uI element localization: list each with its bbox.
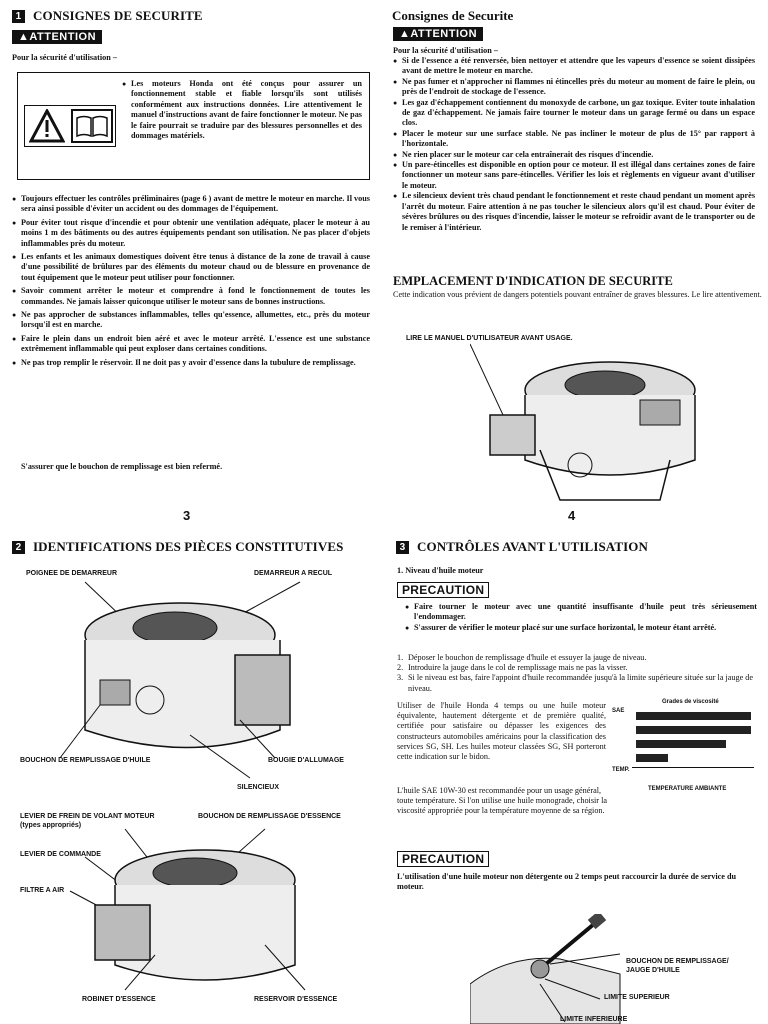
warning-box-text: ● Les moteurs Honda ont été conçus pour assurer un fonctionnement stable et fiable lorsqu'ils sont utilisés conformément aux instructions données. Lire attentivement le manuel d'instructions avant de faire fonctionner le moteur. Ne pas le faire pourrait se traduire par des blessures personnelles et des dommages matériels. (122, 79, 362, 141)
list-item: ● Ne pas fumer et n'approcher ni flammes ni étincelles près du moteur au moment de faire le plein, ou près de l'endroit de stockage de l'essence. (393, 77, 755, 98)
label-bougie: BOUGIE D'ALLUMAGE (268, 757, 344, 764)
list-item: ● Ne rien placer sur le moteur car cela entraînerait des risques d'incendie. (393, 150, 755, 160)
q2-heading: EMPLACEMENT D'INDICATION DE SECURITE (393, 274, 673, 288)
precaution-badge: PRECAUTION (397, 582, 489, 598)
engine-illustration-rear (45, 825, 345, 995)
q2-subtitle: Pour la sécurité d'utilisation – (393, 46, 498, 55)
label-bouchon-huile: BOUCHON DE REMPLISSAGE D'HUILE (20, 757, 151, 764)
chart-bar (636, 740, 726, 748)
q2-paragraph: Cette indication vous prévient de dangers potentiels pouvant entraîner de graves blessures. Le lire attentivement. (393, 290, 762, 299)
attention-badge: ▲ATTENTION (393, 27, 483, 41)
list-item: ● Savoir comment arrêter le moteur et comprendre à fond le fonctionnement de toutes les commandes. Ne jamais laisser quiconque utiliser le moteur sans de bonnes instructions. (12, 286, 370, 307)
label-bouchon-remplissage: BOUCHON DE REMPLISSAGE/ (626, 958, 729, 965)
engine-illustration-top (470, 340, 750, 510)
label-demarreur: DEMARREUR A RECUL (254, 570, 333, 577)
label-levier-commande: LEVIER DE COMMANDE (20, 851, 101, 858)
chart-bar (636, 754, 668, 762)
q2-bullet-list (393, 56, 755, 233)
warning-icon-box (24, 105, 116, 147)
label-limite-inferieure: LIMITE INFERIEURE (560, 1016, 628, 1023)
q4-steps (397, 653, 757, 694)
q4-precaution-2: L'utilisation d'une huile moteur non détergente ou 2 temps peut raccourcir la durée de service du moteur. (397, 872, 737, 892)
label-poignee: POIGNEE DE DEMARREUR (26, 570, 118, 577)
section-number: 2 (12, 541, 25, 554)
label-levier-frein: LEVIER DE FREIN DE VOLANT MOTEUR (20, 813, 155, 820)
q4-paragraph-2: L'huile SAE 10W-30 est recommandée pour un usage général, toute température. Si l'on utilise une huile monograde, choisir la viscosité appropriée pour la température moyenne de sa région. (397, 786, 607, 816)
section-title-text: CONTRÔLES AVANT L'UTILISATION (417, 539, 648, 554)
q1-last-line: S'assurer que le bouchon de remplissage est bien refermé. (21, 462, 223, 471)
label-bouchon-essence: BOUCHON DE REMPLISSAGE D'ESSENCE (198, 813, 341, 820)
list-item: 1. Déposer le bouchon de remplissage d'huile et essuyer la jauge de niveau. (397, 653, 647, 662)
label-types: (types appropriés) (20, 822, 82, 829)
list-item: ● Si de l'essence a été renversée, bien nettoyer et attendre que les vapeurs d'essence se soient dissipées avant de mettre le moteur en marche. (393, 56, 755, 77)
label-silencieux: SILENCIEUX (237, 784, 280, 791)
section-number: 1 (12, 10, 25, 23)
label-robinet: ROBINET D'ESSENCE (82, 996, 156, 1003)
section-title-controles (396, 539, 648, 555)
engine-illustration-front (40, 580, 340, 780)
section-number: 3 (396, 541, 409, 554)
dipstick-illustration (470, 914, 640, 1024)
list-item: ● Les enfants et les animaux domestiques doivent être tenus à distance de la zone de travail à cause d'une possibilité de brûlures par des éléments du moteur chaud ou de blessure en provenance de tout équipement que le moteur peut utiliser pour fonctionner. (12, 252, 370, 283)
label-reservoir: RESERVOIR D'ESSENCE (254, 996, 338, 1003)
list-item: ● Les gaz d'échappement contiennent du monoxyde de carbone, un gaz toxique. Eviter toute inhalation de gaz d'échappement. Ne jamais faire tourner le moteur dans un garage fermé ou dans un espace clos. (393, 98, 755, 129)
list-item: ● Faire le plein dans un endroit bien aéré et avec le moteur arrêté. L'essence est une substance extrêmement inflammable qui peut exploser dans certaines conditions. (12, 334, 370, 355)
section-title-text: CONSIGNES DE SECURITE (33, 8, 203, 23)
q4-precaution-list (405, 602, 757, 633)
label-limite-superieur: LIMITE SUPERIEUR (604, 994, 670, 1001)
section-title-text: IDENTIFICATIONS DES PIÈCES CONSTITUTIVES (33, 539, 344, 554)
q2-title: Consignes de Securite (392, 8, 514, 23)
list-item: ● Pour éviter tout risque d'incendie et pour obtenir une ventilation adéquate, placer le moteur à au moins 1 m des bâtiments ou des autres équipements pendant son utilisation. Ne pas placer d'objets inflammables près du moteur. (12, 218, 370, 249)
viscosity-chart (632, 708, 754, 768)
list-item: ● Ne pas trop remplir le réservoir. Il ne doit pas y avoir d'essence dans la tubulure de remplissage. (12, 358, 370, 368)
chart-temp-label: TEMP. (612, 767, 630, 773)
section-title-securite (12, 8, 203, 24)
label-jauge: JAUGE D'HUILE (626, 967, 680, 974)
list-item: ● Un pare-étincelles est disponible en option pour ce moteur. Il est illégal dans certaines zones de faire fonctionner un moteur sans pare-étincelles. Vérifier les lois et règlements en vigueur avant d'utiliser le moteur. (393, 160, 755, 191)
page-number: 4 (568, 508, 576, 523)
list-item: ● Ne pas approcher de substances inflammables, telles qu'essence, allumettes, etc., près du moteur lorsqu'il est en marche. (12, 310, 370, 331)
list-item: ● S'assurer de vérifier le moteur placé sur une surface horizontal, le moteur étant arrêté. (405, 623, 757, 633)
section-title-identifications (12, 539, 343, 555)
label-filtre: FILTRE A AIR (20, 887, 65, 894)
list-item: 3. Si le niveau est bas, faire l'appoint d'huile recommandée jusqu'à la limite supérieure située sur la jauge de niveau. (397, 673, 754, 693)
list-item: ● Placer le moteur sur une surface stable. Ne pas incliner le moteur de plus de 15° par rapport à l'horizontale. (393, 129, 755, 150)
q1-subtitle: Pour la sécurité d'utilisation – (12, 53, 117, 62)
q4-paragraph-1: Utiliser de l'huile Honda 4 temps ou une huile moteur équivalente, hautement détergente et de première qualité, certifiée pour satisfaire ou dépasser les exigences des constructeurs automobiles américains pour la classification des services SG, SH. Les huiles moteur classées SG, SH porteront cette indication sur le bidon. (397, 701, 606, 762)
warning-box (17, 72, 370, 180)
safety-label-callout: LIRE LE MANUEL D'UTILISATEUR AVANT USAGE. (406, 335, 573, 342)
q1-bullet-list (12, 194, 370, 368)
page-number: 3 (183, 508, 191, 523)
chart-sae-label: SAE (612, 708, 625, 714)
warning-triangle-icon: ▲ (18, 31, 30, 43)
chart-bar (636, 712, 751, 720)
attention-badge: ▲ATTENTION (12, 30, 102, 44)
list-item: 2. Introduire la jauge dans le col de remplissage mais ne pas la visser. (397, 663, 628, 673)
q4-subheading: 1. Niveau d'huile moteur (397, 566, 484, 575)
chart-x-label: TEMPERATURE AMBIANTE (648, 786, 727, 792)
chart-bar (636, 726, 751, 734)
list-item: ● Toujours effectuer les contrôles préliminaires (page 6 ) avant de mettre le moteur en marche. Il vous sera ainsi possible d'éviter un accident ou des dommages de l'équipement. (12, 194, 370, 215)
chart-title: Grades de viscosité (662, 699, 719, 705)
manual-book-icon (71, 109, 113, 143)
precaution-badge: PRECAUTION (397, 851, 489, 867)
list-item: ● Faire tourner le moteur avec une quantité insuffisante d'huile peut très sérieusement l'endommager. (405, 602, 757, 623)
warning-triangle-icon: ▲ (399, 28, 411, 40)
list-item: ● Le silencieux devient très chaud pendant le fonctionnement et reste chaud pendant un moment après l'arrêt du moteur. Faire attention à ne pas toucher le silencieux alors qu'il est chaud. Pour éviter de sévères brûlures ou des risques d'incendie, laisser le moteur se refroidir avant de le transporter ou de le remiser à l'intérieur. (393, 191, 755, 233)
warning-triangle-icon (29, 109, 65, 143)
